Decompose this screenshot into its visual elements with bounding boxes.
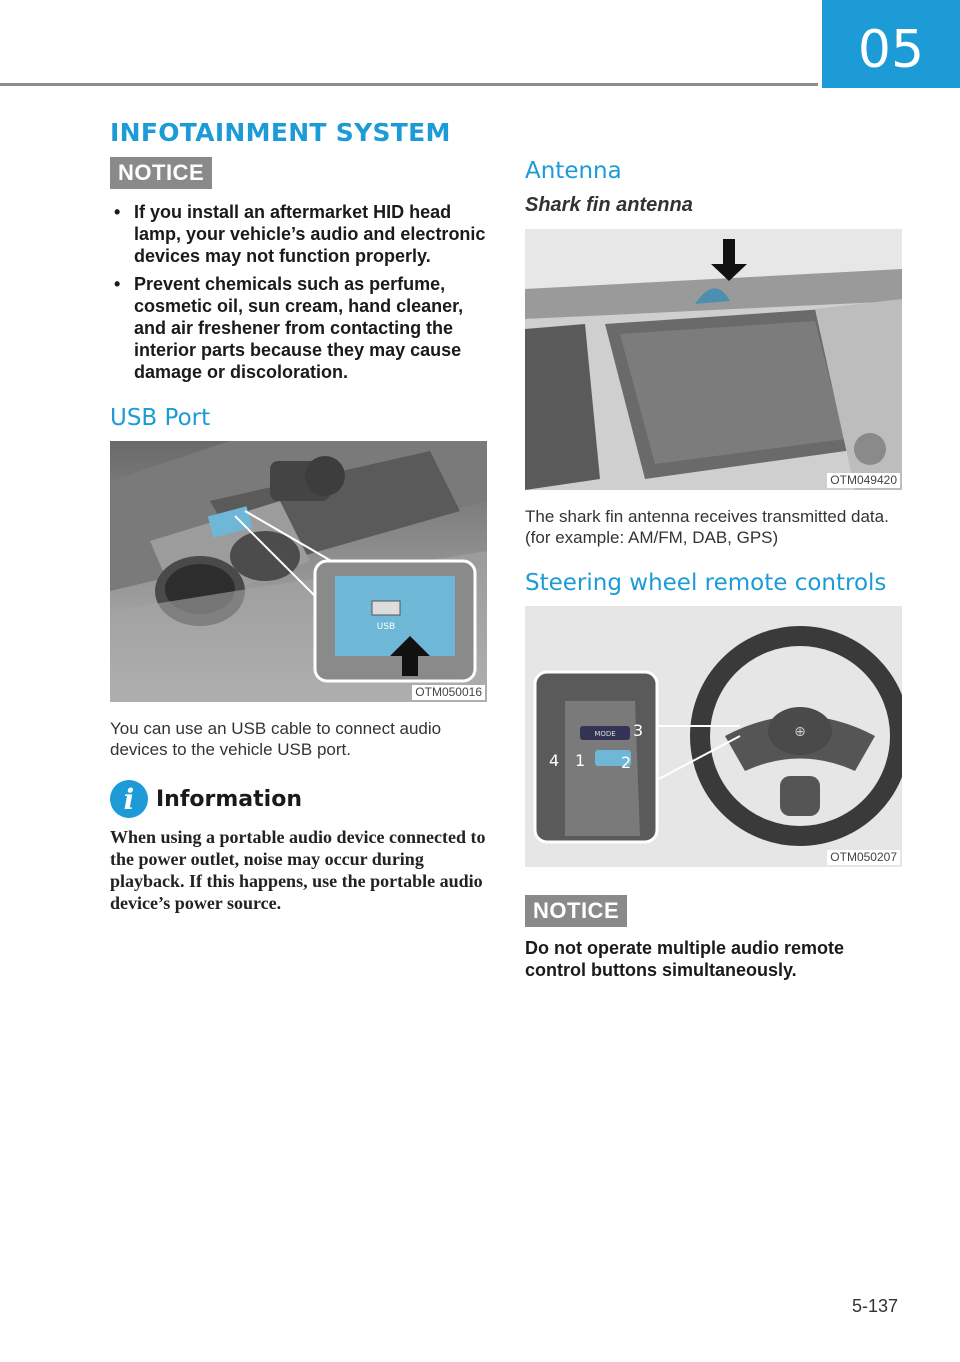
steering-figure [525,606,902,867]
bullet-icon: • [114,274,121,294]
right-column [525,158,902,981]
figure-code: OTM050207 [827,850,900,865]
notice-badge: NOTICE [525,895,627,927]
antenna-figure [525,229,902,490]
information-icon: i [110,780,148,818]
page-number: 5-137 [851,1296,898,1316]
callout-4: 4 [549,751,560,770]
notice-badge: NOTICE [110,157,212,189]
svg-text:⊕: ⊕ [794,724,806,740]
usb-description: You can use an USB cable to connect audio devices to the vehicle USB port. [110,719,442,759]
information-text: When using a portable audio device connected to the power outlet, noise may occur during playback. If this happens, use the portable audio device’s power source. [110,827,486,913]
chapter-tab: 05 [822,0,960,88]
figure-code: OTM049420 [827,473,900,488]
callout-3: 3 [633,721,644,740]
information-header [110,780,487,818]
bullet-icon: • [114,202,121,222]
notice-list [110,201,487,383]
antenna-subheading: Shark fin antenna [525,194,693,216]
notice-item: • Prevent chemicals such as perfume, cosmetic oil, sun cream, hand cleaner, and air freshener from contacting the interior parts because they may cause damage or discoloration. [114,274,464,382]
steering-wheel-illustration [525,606,902,867]
notice-block [525,895,902,981]
information-title: Information [156,786,302,812]
figure-code: OTM050016 [412,685,485,700]
steering-controls-heading: Steering wheel remote controls [525,570,887,596]
usb-port-heading: USB Port [110,405,211,431]
callout-2: 2 [621,753,632,772]
callout-1: 1 [575,751,586,770]
header-rule [0,83,818,86]
usb-port-figure [110,441,487,702]
antenna-description: The shark fin antenna receives transmitted data. (for example: AM/FM, DAB, GPS) [525,507,889,547]
notice-text: Do not operate multiple audio remote control buttons simultaneously. [525,938,845,980]
usb-console-illustration [110,441,487,702]
usb-label: USB [376,622,396,632]
section-title: INFOTAINMENT SYSTEM [110,118,451,147]
mode-label: MODE [594,730,616,738]
notice-item: • If you install an aftermarket HID head lamp, your vehicle’s audio and electronic devices may not function properly. [114,202,486,266]
shark-fin-antenna-illustration [525,229,902,490]
antenna-heading: Antenna [525,158,622,184]
left-column [110,118,487,914]
